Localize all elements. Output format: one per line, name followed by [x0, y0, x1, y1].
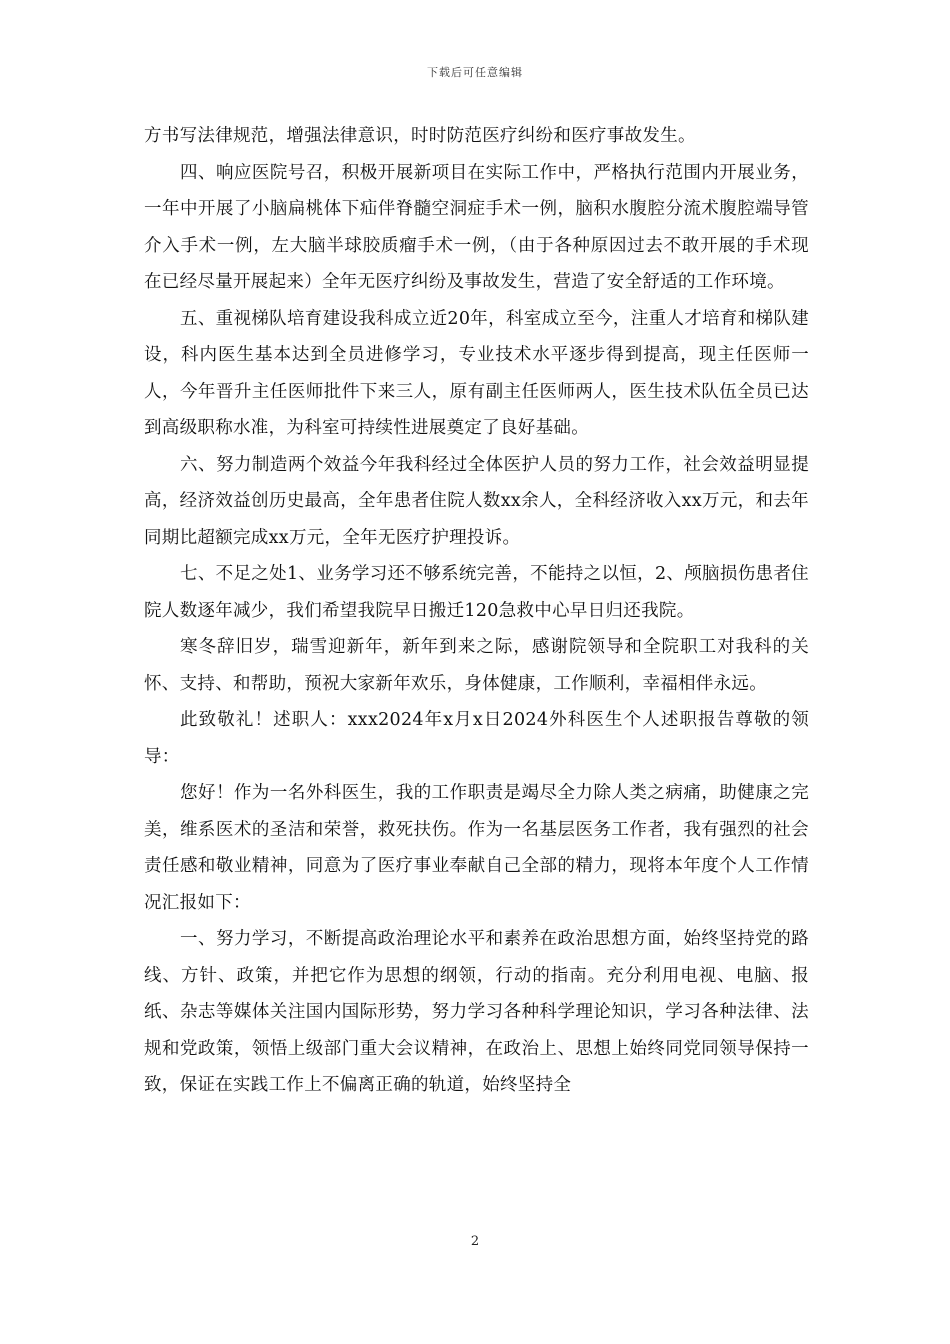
paragraph-greeting: 您好！作为一名外科医生，我的工作职责是竭尽全力除人类之病痛，助健康之完美，维系医术的圣洁和荣誉，救死扶伤。作为一名基层医务工作者，我有强烈的社会责任感和敬业精神，同意为了医疗事业奉献自己全部的精力，现将本年度个人工作情况汇报如下：: [144, 783, 809, 913]
page-header-note: 下载后可任意编辑: [427, 66, 523, 79]
document-body: [144, 118, 809, 1104]
paragraph-section-6: 六、努力制造两个效益今年我科经过全体医护人员的努力工作，社会效益明显提高，经济效益创历史最高，全年患者住院人数xx余人，全科经济收入xx万元，和去年同期比超额完成xx万元，全年无医疗护理投诉。: [144, 454, 809, 548]
paragraph-continuation: 方书写法律规范，增强法律意识，时时防范医疗纠纷和医疗事故发生。: [144, 126, 696, 146]
page-number: 2: [470, 1234, 480, 1249]
paragraph-new-year-wishes: 寒冬辞旧岁，瑞雪迎新年，新年到来之际，感谢院领导和全院职工对我科的关怀、支持、和帮助，预祝大家新年欢乐，身体健康，工作顺利，幸福相伴永远。: [144, 637, 809, 694]
paragraph-section-5: 五、重视梯队培育建设我科成立近20年，科室成立至今，注重人才培育和梯队建设，科内医生基本达到全员进修学习，专业技术水平逐步得到提高，现主任医师一人，今年晋升主任医师批件下来三人，原有副主任医师两人，医生技术队伍全员已达到高级职称水准，为科室可持续性进展奠定了良好基础。: [144, 308, 809, 438]
paragraph-section-7: 七、不足之处1、业务学习还不够系统完善，不能持之以恒，2、颅脑损伤患者住院人数逐年减少，我们希望我院早日搬迁120急救中心早日归还我院。: [144, 564, 809, 621]
paragraph-closing-salutation: 此致敬礼！述职人：xxx2024年x月x日2024外科医生个人述职报告尊敬的领导：: [144, 710, 809, 767]
paragraph-section-4: 四、响应医院号召，积极开展新项目在实际工作中，严格执行范围内开展业务，一年中开展了小脑扁桃体下疝伴脊髓空洞症手术一例，脑积水腹腔分流术腹腔端导管介入手术一例，左大脑半球胶质瘤手术一例，（由于各种原因过去不敢开展的手术现在已经尽量开展起来）全年无医疗纠纷及事故发生，营造了安全舒适的工作环境。: [144, 162, 809, 292]
paragraph-section-1: 一、努力学习，不断提高政治理论水平和素养在政治思想方面，始终坚持党的路线、方针、政策，并把它作为思想的纲领，行动的指南。充分利用电视、电脑、报纸、杂志等媒体关注国内国际形势，努力学习各种科学理论知识，学习各种法律、法规和党政策，领悟上级部门重大会议精神，在政治上、思想上始终同党同领导保持一致，保证在实践工作上不偏离正确的轨道，始终坚持全: [144, 929, 809, 1095]
